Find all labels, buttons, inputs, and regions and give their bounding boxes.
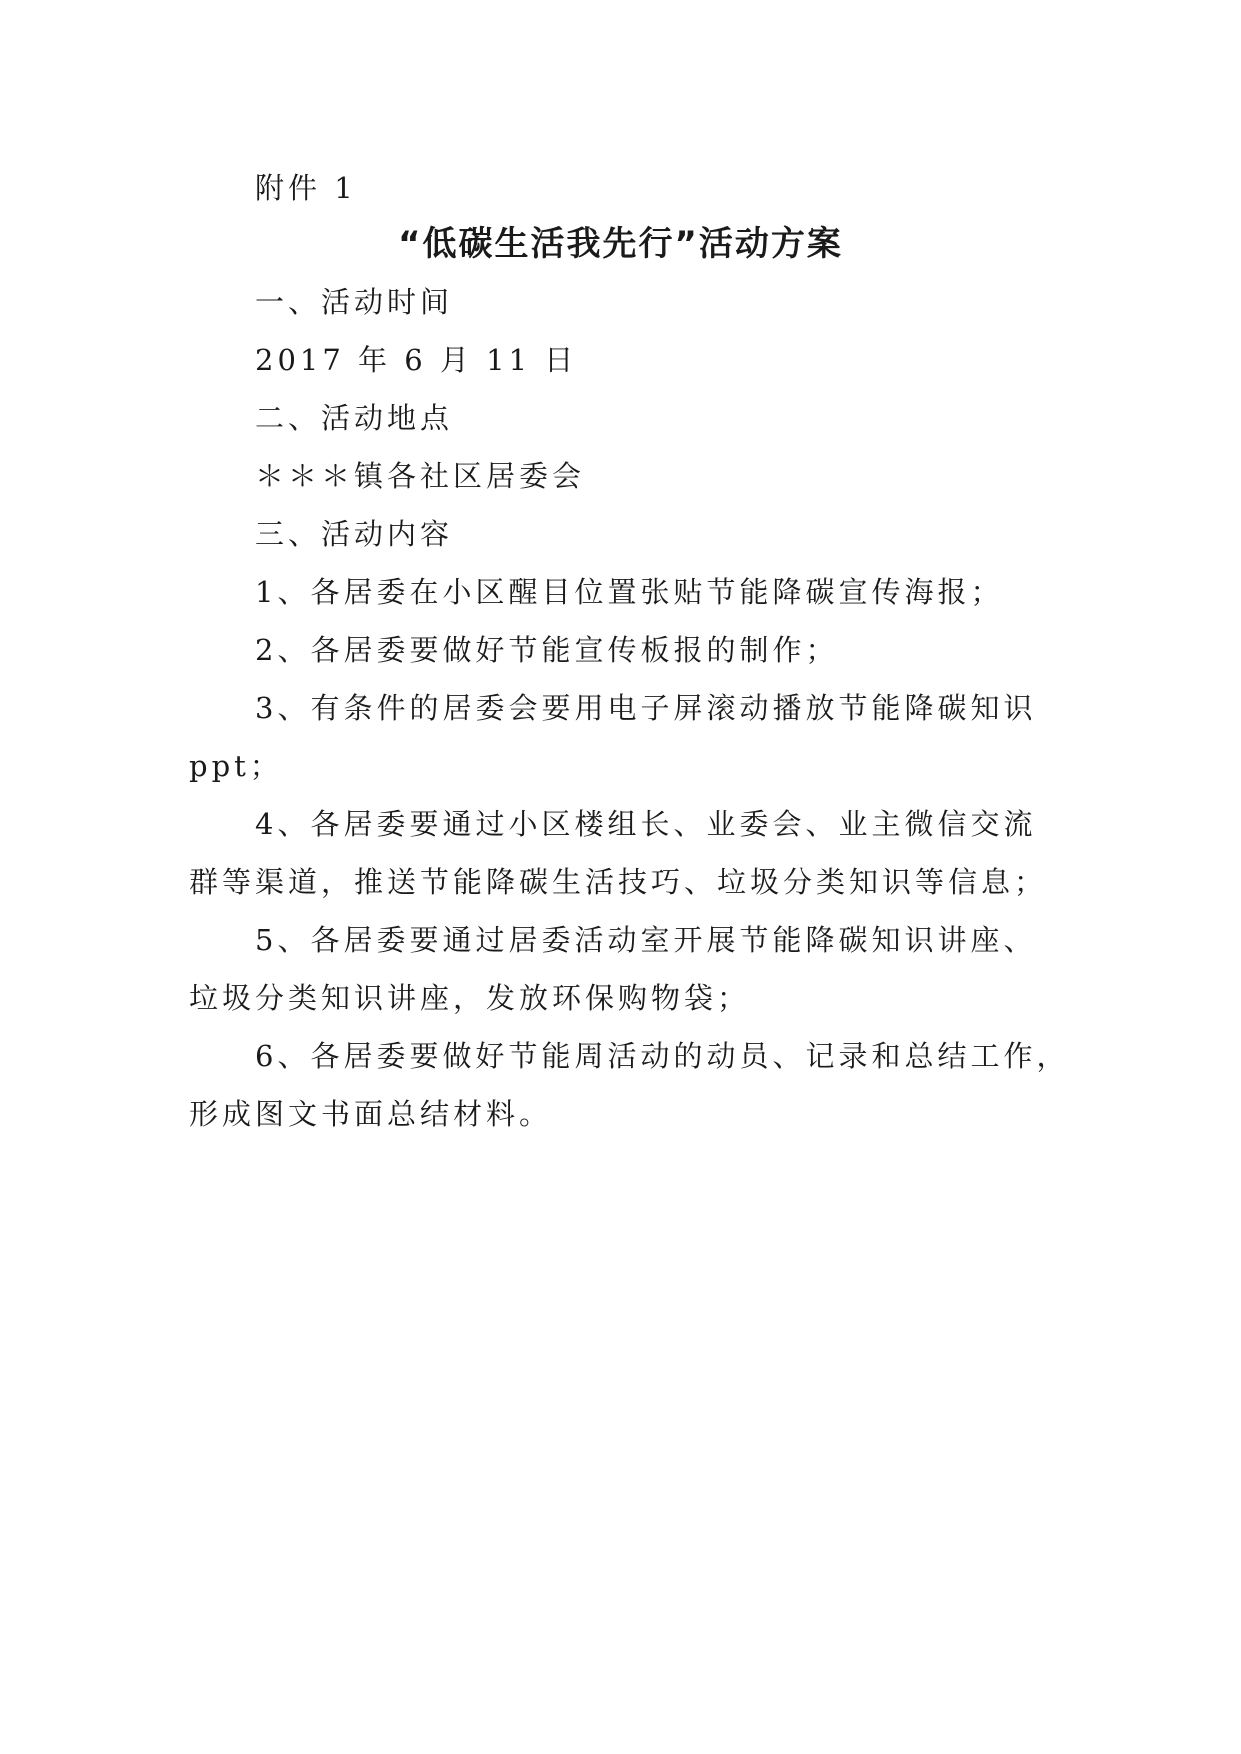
list-item-5-line-2: 垃圾分类知识讲座，发放环保购物袋； [189,981,751,1015]
list-item-4-line-1: 4、各居委要通过小区楼组长、业委会、业主微信交流 [255,807,1037,841]
list-item-3-line-1: 3、有条件的居委会要用电子屏滚动播放节能降碳知识 [255,691,1037,725]
list-item-4-line-2: 群等渠道，推送节能降碳生活技巧、垃圾分类知识等信息； [189,865,1048,899]
section-place-heading: 二、活动地点 [255,401,454,435]
list-item-1: 1、各居委在小区醒目位置张贴节能降碳宣传海报； [255,575,1004,609]
list-item-6-line-2: 形成图文书面总结材料。 [189,1097,553,1131]
section-time-heading: 一、活动时间 [255,285,454,319]
list-item-2: 2、各居委要做好节能宣传板报的制作； [255,633,839,667]
attachment-label: 附件 1 [255,171,357,205]
section-content-heading: 三、活动内容 [255,517,454,551]
list-item-3-line-2: ppt； [189,749,283,783]
document-title: “低碳生活我先行”活动方案 [398,224,843,264]
list-item-6-line-1: 6、各居委要做好节能周活动的动员、记录和总结工作， [255,1039,1070,1073]
section-time-value: 2017 年 6 月 11 日 [255,343,578,377]
list-item-5-line-1: 5、各居委要通过居委活动室开展节能降碳知识讲座、 [255,923,1037,957]
section-place-value: ＊＊＊镇各社区居委会 [255,459,586,493]
